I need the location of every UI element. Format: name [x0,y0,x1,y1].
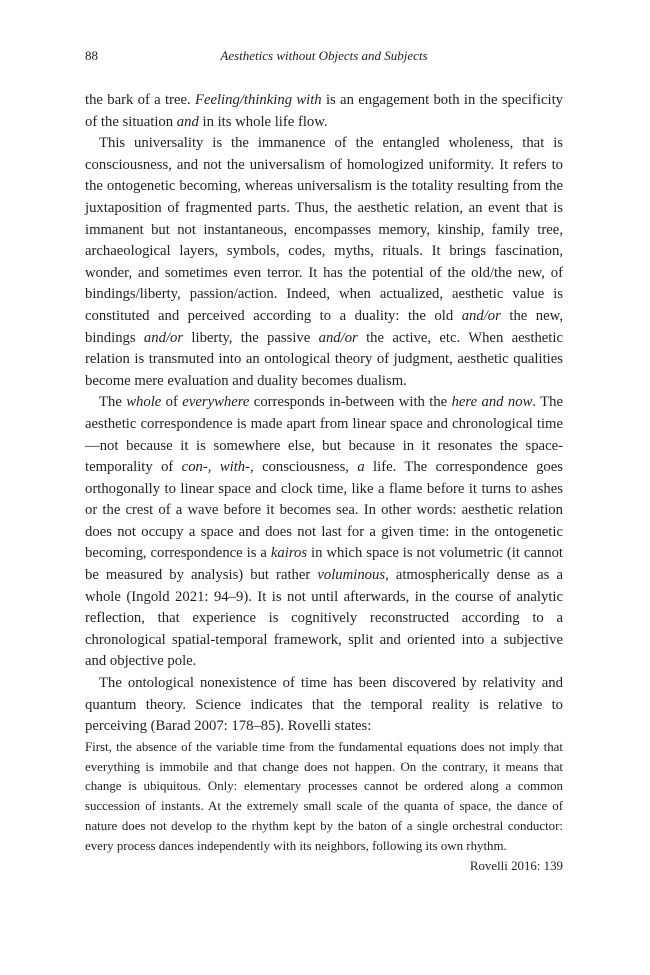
text-run: life. The correspondence goes orthogonally to linear space and clock time, like a flame before it turns to ashes or the crest of a wave before it becomes sea. In other words: aesthetic relation does not occupy a space and does not last for a given time: in the ontogenetic becoming, correspondence is a [85,459,564,562]
italic-run: whole [126,394,162,411]
paragraph-4 [85,673,563,738]
text-run: liberty, the passive [183,329,319,346]
text-run: of [161,394,183,411]
italic-run: Feeling/thinking with [194,92,322,108]
italic-run: and/or [461,307,501,324]
italic-run: a [357,459,365,476]
text-run: corresponds in-between with the [249,394,452,411]
text-run: is an engagement both in the specificity of the situation [85,92,563,130]
text-run: in its whole life flow. [198,113,328,130]
paragraph-3 [85,392,563,673]
paragraph-2 [85,133,563,392]
italic-run: kairos [270,545,308,562]
italic-run: and/or [318,329,358,346]
text-run: in which space is not volumetric (it cannot be measured by analysis) but rather [85,545,563,584]
italic-run: and [176,113,199,130]
running-head [85,47,563,65]
italic-run: con- [181,459,208,476]
italic-run: everywhere [182,394,250,411]
text-run: , atmospherically dense as a whole (Ingold 2021: 94–9). It is not until afterwards, in the course of analytic reflection, that experience is cognitively reconstructed according to a chronological spatial-temporal framework, split and oriented into a subjective and objective pole. [85,567,563,670]
page-number: 88 [85,48,98,63]
text-run: The [99,394,127,411]
paragraph-1 [85,90,563,133]
quote-citation: Rovelli 2016: 139 [469,858,563,873]
text-run: . The aesthetic correspondence is made apart from linear space and chronological time—not because it is somewhere else, but because in it resonates the space-temporality of [85,394,563,476]
italic-run: voluminous [317,567,386,584]
italic-run: with- [219,459,251,476]
text-run: the active, etc. When aesthetic relation is transmuted into an ontological theory of judgment, aesthetic qualities become mere evaluation and duality becomes dualism. [85,329,563,389]
body-text [85,90,563,876]
text-run: , [207,459,220,476]
text-run: , consciousness, [250,459,358,476]
book-page [85,0,563,975]
text-run: the new, bindings [85,307,563,346]
running-title: Aesthetics without Objects and Subjects [220,48,428,63]
italic-run: and/or [143,329,184,346]
text-run: the bark of a tree. [85,92,195,108]
block-quote: First, the absence of the variable time from the fundamental equations does not imply that everything is immobile and that change does not happen. On the contrary, it means that change is ubiquitous. Only: elementary processes cannot be ordered along a common succession of instants. At the extremely small scale of the quanta of space, the dance of nature does not develop to the rhythm kept by the baton of a single orchestral conductor: every process dances independently with its neighbors, following its own rhythm. [85,739,563,853]
italic-run: here and now [451,394,533,411]
text-run: This universality is the immanence of the entangled wholeness, that is consciousness, and not the universalism of homologized uniformity. It refers to the ontogenetic becoming, whereas universalism is the totality resulting from the juxtaposition of fragmented parts. Thus, the aesthetic relation, an event that is immanent but not instantaneous, encompasses memory, kinship, family tree, archaeological layers, symbols, codes, myths, rituals. It brings fascination, wonder, and sometimes even terror. It has the potential of the old/the new, of bindings/liberty, passion/action. Indeed, when actualized, aesthetic value is constituted and perceived according to a duality: the old [85,135,563,324]
text-run: The ontological nonexistence of time has been discovered by relativity and quantum theory. Science indicates that the temporal reality is relative to perceiving (Barad 2007: 178–85). Rovelli states: [85,675,563,735]
